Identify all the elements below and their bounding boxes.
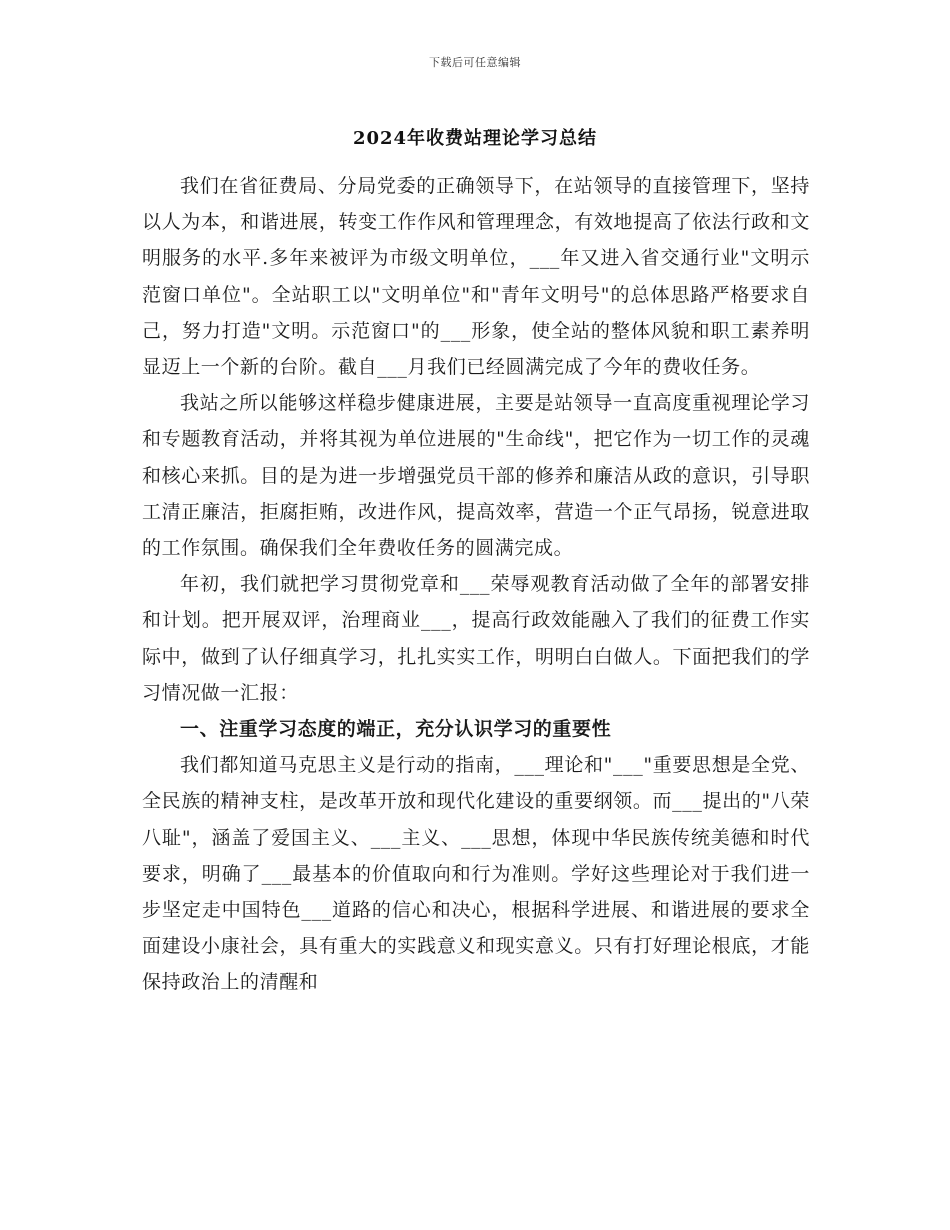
paragraph-1: 我们在省征费局、分局党委的正确领导下，在站领导的直接管理下，坚持以人为本，和谐进展，转变工作作风和管理理念，有效地提高了依法行政和文明服务的水平.多年来被评为市级文明单位，___年又进入省交通行业"文明示范窗口单位"。全站职工以"文明单位"和"青年文明号"的总体思路严格要求自己，努力打造"文明。示范窗口"的___形象，使全站的整体风貌和职工素养明显迈上一个新的台阶。截自___月我们已经圆满完成了今年的费收任务。 <box>142 175 810 379</box>
header-note: 下载后可任意编辑 <box>429 56 521 69</box>
document-body <box>142 168 810 1001</box>
section-paragraph: 我们都知道马克思主义是行动的指南，___理论和"___"重要思想是全党、全民族的精神支柱，是改革开放和现代化建设的重要纲领。而___提出的"八荣八耻"，涵盖了爱国主义、___主义、___思想，体现中华民族传统美德和时代要求，明确了___最基本的价值取向和行为准则。学好这些理论对于我们进一步坚定走中国特色___道路的信心和决心，根据科学进展、和谐进展的要求全面建设小康社会，具有重大的实践意义和现实意义。只有打好理论根底，才能保持政治上的清醒和 <box>142 754 810 994</box>
paragraph-3: 年初，我们就把学习贯彻党章和___荣辱观教育活动做了全年的部署安排和计划。把开展双评，治理商业___，提高行政效能融入了我们的征费工作实际中，做到了认仔细真学习，扎扎实实工作，明明白白做人。下面把我们的学习情况做一汇报： <box>142 573 810 704</box>
section-heading: 一、注重学习态度的端正，充分认识学习的重要性 <box>180 718 612 741</box>
paragraph-2: 我站之所以能够这样稳步健康进展，主要是站领导一直高度重视理论学习和专题教育活动，并将其视为单位进展的"生命线"，把它作为一切工作的灵魂和核心来抓。目的是为进一步增强党员干部的修养和廉洁从政的意识，引导职工清正廉洁，拒腐拒贿，改进作风，提高效率，营造一个正气昂扬，锐意进取的工作氛围。确保我们全年费收任务的圆满完成。 <box>142 392 810 560</box>
document-title: 2024年收费站理论学习总结 <box>352 128 598 149</box>
